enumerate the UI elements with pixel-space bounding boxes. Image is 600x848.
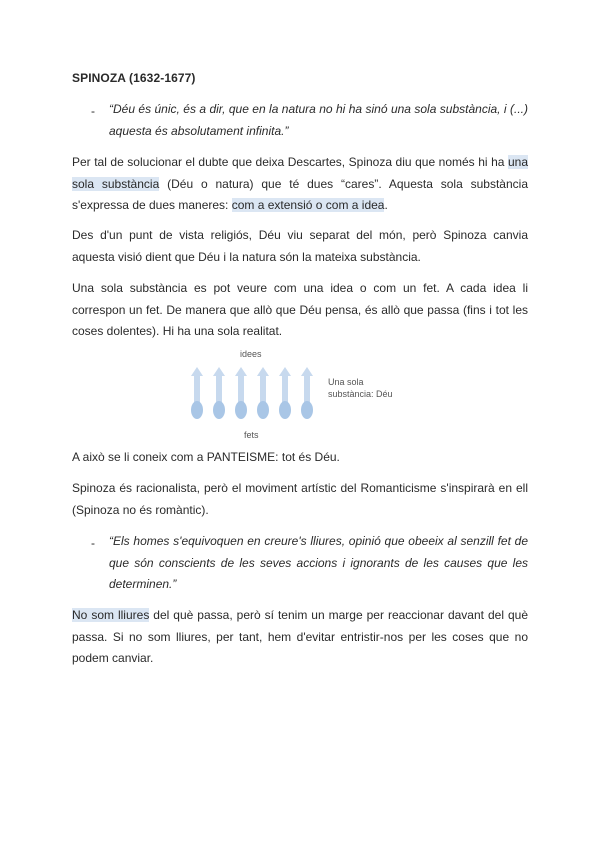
highlight-one-substance: una sola substància xyxy=(72,155,528,191)
paragraph-rationalism: Spinoza és racionalista, però el moviment artístic del Romanticisme s'inspirarà en ell (Spinoza no és romàntic). xyxy=(72,481,528,517)
quote-bullet: - xyxy=(91,536,95,550)
quote-freedom: “Els homes s'equivoquen en creure's lliures, opinió que obeeix al senzill fet de que són conscients de les seves accions i ignorants de les causes que les determinen.” xyxy=(109,534,528,591)
idea-arrow-icon xyxy=(279,367,291,405)
paragraph-one-substance xyxy=(72,152,528,217)
paragraph-religious-view: Des d'un punt de vista religiós, Déu viu separat del món, però Spinoza canvia aquesta visió dient que Déu i la natura són la mateixa substància. xyxy=(72,228,528,264)
paragraph-not-free xyxy=(72,605,528,670)
text-span: del què passa, però sí tenim un marge per reaccionar davant del què passa. Si no som lliures, per tant, hem d'evitar entristir-nos per les coses que no podem canviar. xyxy=(72,608,528,665)
fact-oval xyxy=(279,401,291,419)
fact-oval xyxy=(191,401,203,419)
quote-spinoza-god: “Déu és únic, és a dir, que en la natura no hi ha sinó una sola substància, i (...) aquesta és absolutament infinita.” xyxy=(109,102,528,138)
paragraph-pantheism: A això se li coneix com a PANTEISME: tot és Déu. xyxy=(72,450,340,464)
fact-oval xyxy=(257,401,269,419)
text-span: (Déu o natura) que té dues “cares”. Aquesta sola substància s'expressa de dues maneres: xyxy=(72,176,528,212)
idea-arrow-icon xyxy=(235,367,247,405)
fact-oval xyxy=(301,401,313,419)
diagram-label-facts: fets xyxy=(244,430,259,440)
idea-arrow-icon xyxy=(301,367,313,405)
fact-oval xyxy=(235,401,247,419)
page-title: SPINOZA (1632-1677) xyxy=(72,71,196,85)
diagram-label-ideas: idees xyxy=(240,349,262,359)
highlight-extension-idea: com a extensió o com a idea xyxy=(231,198,385,212)
text-span: . xyxy=(384,198,388,212)
text-span: Per tal de solucionar el dubte que deixa Descartes, Spinoza diu que només hi ha xyxy=(72,155,508,169)
paragraph-idea-fact: Una sola substància es pot veure com una idea o com un fet. A cada idea li correspon un fet. De manera que allò que Déu pensa, és allò que passa (fins i tot les coses dolentes). Hi ha una sola realitat. xyxy=(72,281,528,338)
highlight-not-free: No som lliures xyxy=(72,608,150,622)
idea-arrow-icon xyxy=(257,367,269,405)
idea-arrow-icon xyxy=(213,367,225,405)
diagram-label-substance-2: substància: Déu xyxy=(328,389,393,399)
idea-fact-pairs xyxy=(191,367,313,419)
diagram-label-substance-1: Una sola xyxy=(328,377,364,387)
quote-bullet: - xyxy=(91,104,95,118)
idea-arrow-icon xyxy=(191,367,203,405)
fact-oval xyxy=(213,401,225,419)
substance-diagram xyxy=(185,345,415,445)
